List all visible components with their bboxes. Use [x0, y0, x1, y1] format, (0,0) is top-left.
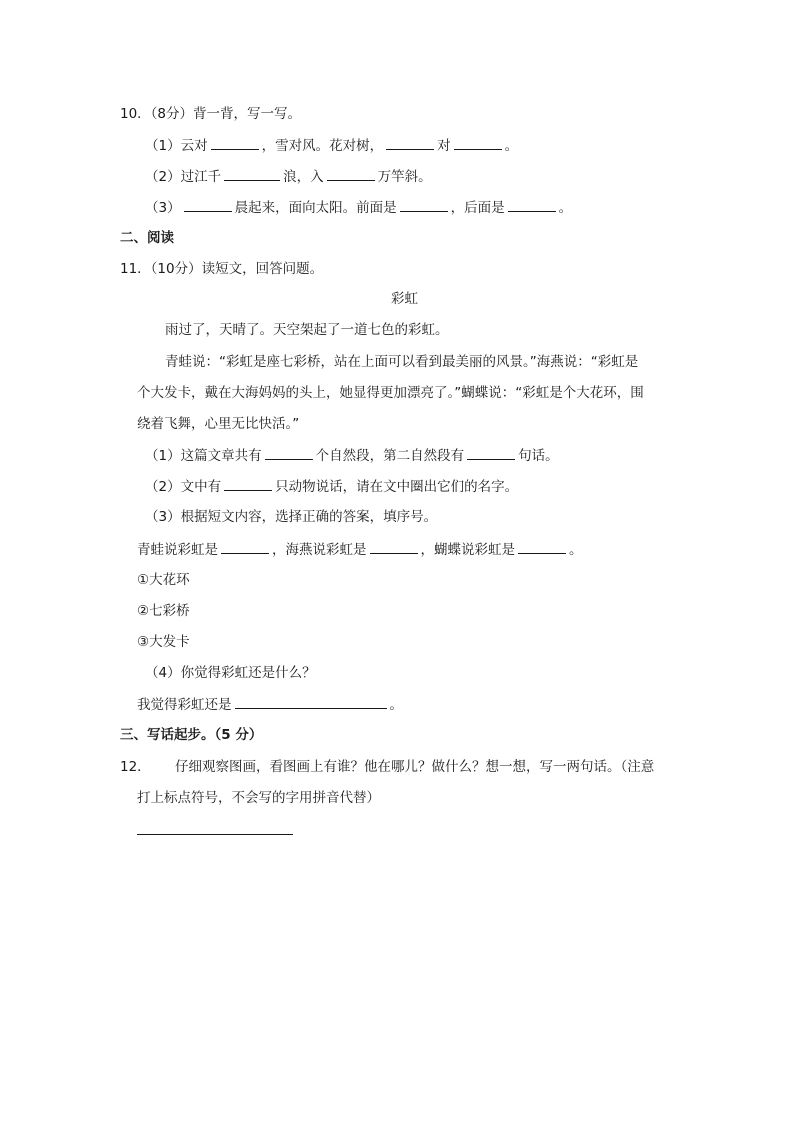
q10-item-3-text-d: 。: [558, 200, 573, 216]
q10-item-1-text-a: （1）云对: [145, 138, 208, 154]
q10-item-2: [145, 166, 432, 187]
q10-item-1-text-d: 。: [504, 138, 519, 154]
fill-blank[interactable]: [467, 445, 515, 460]
passage-para-1: 雨过了，天晴了。天空架起了一道七色的彩虹。: [165, 322, 449, 338]
q10-item-1: [145, 135, 518, 156]
q10-item-3-text-b: 晨起来，面向太阳。前面是: [234, 200, 397, 216]
passage-title: 彩虹: [391, 291, 418, 307]
fill-blank[interactable]: [265, 445, 313, 460]
section-2-title: 二、阅读: [120, 230, 174, 246]
option-3: ③大发卡: [137, 634, 190, 650]
q11-sub-4-text-b: 。: [389, 697, 403, 713]
q11-sub-1-text-c: 句话。: [518, 448, 559, 464]
fill-blank[interactable]: [454, 135, 502, 150]
q11-sub-2: [145, 476, 518, 497]
fill-blank[interactable]: [224, 476, 272, 491]
option-2: ②七彩桥: [137, 603, 190, 619]
fill-blank[interactable]: [518, 539, 566, 554]
q11-sub-1: [145, 445, 559, 466]
fill-blank[interactable]: [224, 166, 280, 181]
section-3-title: 三、写话起步。（5 分）: [120, 727, 263, 743]
q12-number: 12．: [120, 759, 151, 775]
fill-blank[interactable]: [508, 197, 556, 212]
q10-item-3-text-a: （3）: [145, 200, 181, 216]
q12-text-line-2: 打上标点符号，不会写的字用拼音代替）: [137, 790, 380, 806]
option-1: ①大花环: [137, 572, 190, 588]
q11-sub-4: （4）你觉得彩虹还是什么？: [145, 665, 316, 681]
q11-sub-4-answer-line: [137, 694, 403, 715]
q10-item-3-text-c: ，后面是: [450, 200, 505, 216]
q11-sub-1-text-b: 个自然段，第二自然段有: [315, 448, 465, 464]
q10-item-3: [145, 197, 572, 218]
q10-header: 10．（8分）背一背，写一写。: [120, 106, 302, 122]
q11-sub-3-answer-line: [137, 539, 583, 560]
fill-blank[interactable]: [211, 135, 259, 150]
fill-blank[interactable]: [235, 694, 387, 709]
passage-para-2-line-2: 个大发卡，戴在大海妈妈的头上，她显得更加漂亮了。”蝴蝶说：“彩虹是个大花环，围: [137, 385, 644, 401]
writing-answer-line[interactable]: [137, 834, 293, 835]
fill-blank[interactable]: [184, 197, 232, 212]
q11-header: 11．（10分）读短文，回答问题。: [120, 261, 324, 277]
fill-blank[interactable]: [400, 197, 448, 212]
q10-item-1-text-b: ，雪对风。花对树，: [261, 138, 384, 154]
fill-blank[interactable]: [370, 539, 418, 554]
q10-item-2-text-a: （2）过江千: [145, 169, 222, 185]
fill-blank[interactable]: [386, 135, 434, 150]
fill-blank[interactable]: [327, 166, 375, 181]
q11-sub-3-text-b: ，海燕说彩虹是: [272, 542, 367, 558]
q11-sub-2-text-a: （2）文中有: [145, 479, 222, 495]
q11-sub-3-text-a: 青蛙说彩虹是: [137, 542, 218, 558]
q11-sub-3-text-c: ，蝴蝶说彩虹是: [420, 542, 515, 558]
q11-sub-3-text-d: 。: [569, 542, 583, 558]
fill-blank[interactable]: [221, 539, 269, 554]
passage-para-2-line-3: 绕着飞舞，心里无比快活。”: [137, 416, 300, 432]
q10-item-1-text-c: 对: [437, 138, 451, 154]
q11-sub-1-text-a: （1）这篇文章共有: [145, 448, 262, 464]
passage-para-2-line-1: 青蛙说：“彩虹是座七彩桥，站在上面可以看到最美丽的风景。”海燕说：“彩虹是: [165, 354, 639, 370]
q11-sub-2-text-b: 只动物说话，请在文中圈出它们的名字。: [275, 479, 519, 495]
q11-sub-3: （3）根据短文内容，选择正确的答案，填序号。: [145, 509, 438, 525]
q12-text-line-1: 仔细观察图画，看图画上有谁？他在哪儿？做什么？想一想，写一两句话。（注意: [175, 759, 655, 775]
q10-item-2-text-b: 浪，入: [283, 169, 324, 185]
q10-item-2-text-c: 万竿斜。: [377, 169, 432, 185]
q11-sub-4-text-a: 我觉得彩虹还是: [137, 697, 232, 713]
